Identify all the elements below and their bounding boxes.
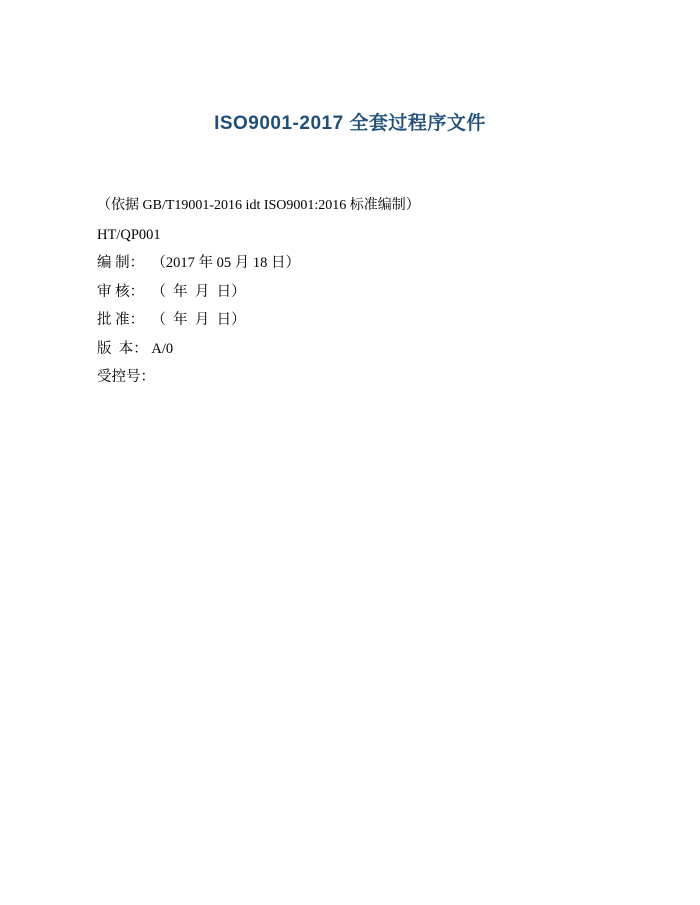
prepared-by-line: 编 制： （2017 年 05 月 18 日） <box>97 255 300 271</box>
reviewed-by-line: 审 核： （ 年 月 日） <box>97 283 246 300</box>
page-title: ISO9001-2017 全套过程序文件 <box>214 113 486 134</box>
cover-info-block <box>97 192 617 392</box>
approved-by-line: 批 准： （ 年 月 日） <box>97 312 246 328</box>
controlled-number-line: 受控号： <box>97 369 155 385</box>
version-line: 版 本： A/0 <box>97 340 174 357</box>
document-code-line: HT/QP001 <box>97 226 161 243</box>
standard-basis-line: （依据 GB/T19001-2016 idt ISO9001:2016 标准编制） <box>97 198 420 213</box>
